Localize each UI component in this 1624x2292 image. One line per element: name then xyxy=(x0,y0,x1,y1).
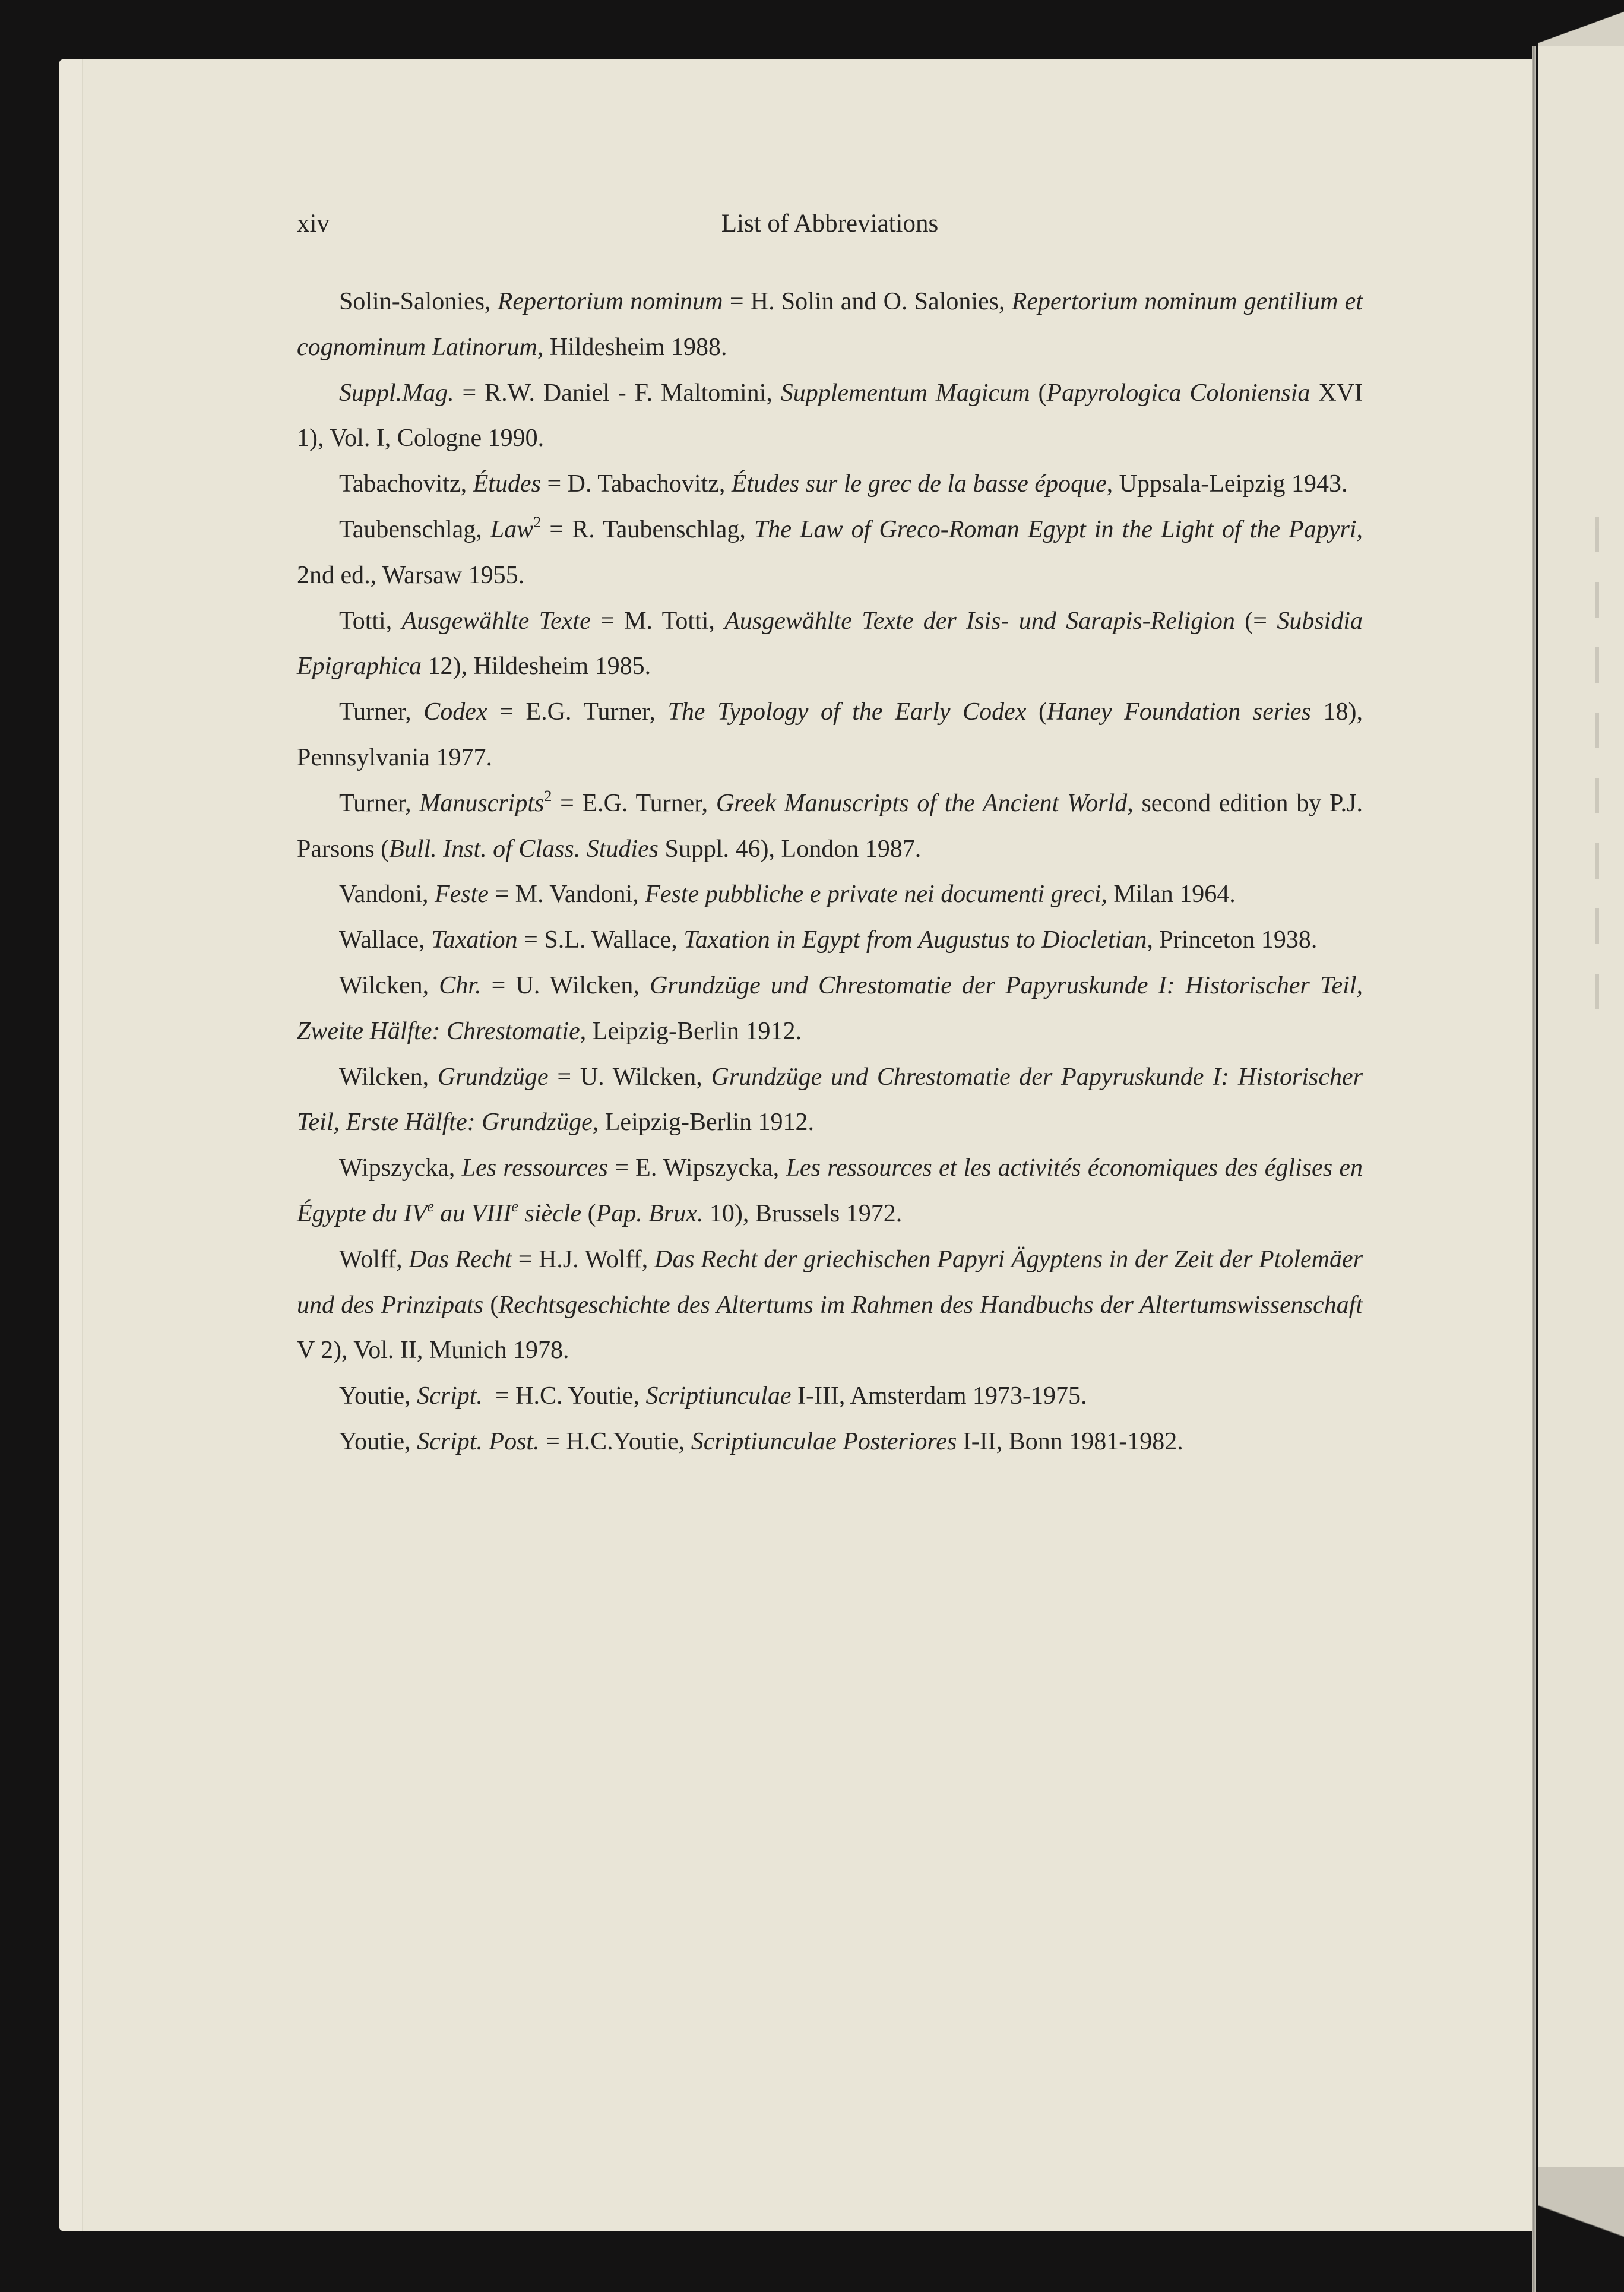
entry-title: Scriptiunculae Posteriores xyxy=(691,1427,957,1455)
entry-author: Wallace, xyxy=(339,926,432,954)
abbreviation-entry xyxy=(297,599,1363,690)
entry-expansion: = R.W. Daniel - F. Maltomini, xyxy=(454,379,781,407)
next-page-fold-top xyxy=(1538,0,1624,46)
entry-title-cont: au VIII xyxy=(433,1199,512,1227)
entry-abbrev: Script. xyxy=(417,1382,483,1410)
entry-abbrev: Feste xyxy=(435,881,489,908)
entry-expansion: = E.G. Turner, xyxy=(552,789,716,817)
entry-abbrev: Taxation xyxy=(431,926,518,954)
entry-author: Youtie, xyxy=(339,1427,417,1455)
entry-title: Grundzüge und Chrestomatie der Papyruskunde I: Historischer Teil, Zweite Hälfte: Chrestomatie xyxy=(297,971,1363,1045)
entry-imprint: , 2nd ed., Warsaw 1955. xyxy=(297,515,1363,589)
entry-expansion: = R. Taubenschlag, xyxy=(541,515,754,543)
entry-expansion: = M. Totti, xyxy=(590,607,725,635)
entry-abbrev: Études xyxy=(473,470,541,498)
next-page-edge xyxy=(1538,46,1624,2167)
entry-title: Repertorium nominum gentilium et cognominum Latinorum xyxy=(297,288,1363,361)
entry-imprint: Suppl. 46), London 1987. xyxy=(659,835,922,863)
abbreviation-entry xyxy=(297,507,1363,599)
entry-author: Wolff, xyxy=(339,1245,409,1273)
entry-author: Wilcken, xyxy=(339,1063,438,1091)
entry-expansion: = D. Tabachovitz, xyxy=(540,470,732,498)
entry-expansion: = H.C.Youtie, xyxy=(539,1427,691,1455)
book-spine-gutter xyxy=(1532,46,1536,2292)
abbreviation-entry xyxy=(297,279,1363,371)
entry-imprint: , Hildesheim 1988. xyxy=(537,333,727,361)
entry-expansion: = H.J. Wolff, xyxy=(512,1245,654,1273)
entry-title: Les ressources et les activités économiques des églises en Égypte du IV xyxy=(297,1154,1363,1227)
entry-expansion: = H. Solin and O. Salonies, xyxy=(723,288,1012,315)
entry-imprint: 10), Brussels 1972. xyxy=(703,1199,903,1227)
abbreviation-entry xyxy=(297,689,1363,781)
entry-abbrev: Grundzüge xyxy=(437,1063,549,1091)
entry-author: Solin-Salonies, xyxy=(339,288,498,315)
entry-punct: , second edition by P.J. Parsons ( xyxy=(297,789,1363,863)
entry-imprint: 12), Hildesheim 1985. xyxy=(421,653,651,680)
entry-abbrev: Law xyxy=(490,515,534,543)
page-number: xiv xyxy=(297,210,330,238)
abbreviation-entry xyxy=(297,1055,1363,1146)
abbreviation-entry xyxy=(297,1145,1363,1237)
entry-imprint: , Leipzig-Berlin 1912. xyxy=(580,1017,802,1045)
entry-imprint: Milan 1964. xyxy=(1107,881,1236,908)
entry-punct: (= xyxy=(1234,607,1277,635)
entry-expansion: = E. Wipszycka, xyxy=(607,1154,786,1182)
entry-expansion: = M. Vandoni, xyxy=(488,881,645,908)
entry-series: Subsidia Epigraphica xyxy=(297,607,1363,680)
entry-author: Totti, xyxy=(339,607,402,635)
entry-imprint: 18), Pennsylvania 1977. xyxy=(297,698,1363,771)
next-page-fold-bottom xyxy=(1538,2167,1624,2292)
entry-series: Pap. Brux. xyxy=(596,1199,704,1227)
page-edge xyxy=(59,59,83,2231)
entry-punct: ( xyxy=(483,1291,499,1319)
entry-title: Das Recht der griechischen Papyri Ägyptens in der Zeit der Ptolemäer und des Prinzipats xyxy=(297,1245,1363,1319)
entry-title: Greek Manuscripts of the Ancient World xyxy=(716,789,1128,817)
abbreviation-entry xyxy=(297,1419,1363,1465)
entry-author: Wilcken, xyxy=(339,971,439,999)
entry-abbrev: Manuscripts xyxy=(419,789,545,817)
entry-author: Tabachovitz, xyxy=(339,470,473,498)
entry-imprint: , Leipzig-Berlin 1912. xyxy=(592,1109,815,1136)
entry-expansion: = E.G. Turner, xyxy=(487,698,668,726)
entry-author: Vandoni, xyxy=(339,881,435,908)
abbreviation-entry xyxy=(297,1237,1363,1373)
entry-title: Ausgewählte Texte der Isis- und Sarapis-Religion xyxy=(724,607,1235,635)
abbreviation-entry xyxy=(297,963,1363,1055)
entry-abbrev: Das Recht xyxy=(409,1245,512,1273)
entry-abbrev: Chr. xyxy=(439,971,482,999)
century-superscript: e xyxy=(427,1197,434,1215)
century-superscript: e xyxy=(511,1197,518,1215)
entry-punct: ( xyxy=(1030,379,1047,407)
entry-title-cont: siècle xyxy=(518,1199,582,1227)
abbreviation-list xyxy=(297,279,1363,1465)
entry-title: Scriptiunculae xyxy=(645,1382,792,1410)
entry-series: Bull. Inst. of Class. Studies xyxy=(389,835,659,863)
entry-imprint: I-III, Amsterdam 1973-1975. xyxy=(791,1382,1087,1410)
entry-imprint: , Princeton 1938. xyxy=(1147,926,1318,954)
entry-imprint: V 2), Vol. II, Munich 1978. xyxy=(297,1337,569,1365)
entry-author: Taubenschlag, xyxy=(339,515,490,543)
entry-title: Taxation in Egypt from Augustus to Diocletian xyxy=(683,926,1147,954)
abbreviation-entry xyxy=(297,371,1363,462)
entry-imprint: I-II, Bonn 1981-1982. xyxy=(957,1427,1183,1455)
edition-superscript: 2 xyxy=(533,513,542,531)
page-header xyxy=(297,209,1363,245)
entry-imprint: , Uppsala-Leipzig 1943. xyxy=(1106,470,1348,498)
show-through-marks xyxy=(1591,487,1603,1556)
entry-punct: ( xyxy=(581,1199,596,1227)
abbreviation-entry xyxy=(297,1373,1363,1419)
entry-abbrev: Ausgewählte Texte xyxy=(401,607,591,635)
entry-series: Haney Foundation series xyxy=(1047,698,1311,726)
running-title: List of Abbreviations xyxy=(721,210,939,238)
entry-series: Papyrologica Coloniensia xyxy=(1046,379,1310,407)
entry-expansion: = H.C. Youtie, xyxy=(482,1382,646,1410)
entry-series: Rechtsgeschichte des Altertums im Rahmen des Handbuchs der Altertumswissenschaft xyxy=(498,1291,1363,1319)
entry-expansion: = U. Wilcken, xyxy=(481,971,650,999)
entry-title: Feste pubbliche e private nei documenti greci, xyxy=(645,881,1107,908)
entry-abbrev: Script. Post. xyxy=(417,1427,540,1455)
entry-author: Youtie, xyxy=(339,1382,417,1410)
entry-abbrev: Repertorium nominum xyxy=(497,288,723,315)
entry-title: The Typology of the Early Codex xyxy=(667,698,1027,726)
entry-punct: ( xyxy=(1026,698,1047,726)
entry-title: Études sur le grec de la basse époque xyxy=(731,470,1107,498)
abbreviation-entry xyxy=(297,461,1363,507)
edition-superscript: 2 xyxy=(544,787,552,805)
abbreviation-entry xyxy=(297,872,1363,917)
entry-abbrev: Suppl.Mag. xyxy=(339,379,454,407)
abbreviation-entry xyxy=(297,917,1363,963)
entry-author: Turner, xyxy=(339,698,424,726)
entry-imprint: XVI 1), Vol. I, Cologne 1990. xyxy=(297,379,1363,452)
abbreviation-entry xyxy=(297,781,1363,872)
entry-author: Turner, xyxy=(339,789,420,817)
entry-title: Supplementum Magicum xyxy=(780,379,1030,407)
entry-abbrev: Les ressources xyxy=(461,1154,608,1182)
entry-abbrev: Codex xyxy=(423,698,487,726)
entry-title: Grundzüge und Chrestomatie der Papyruskunde I: Historischer Teil, Erste Hälfte: Grundzüge xyxy=(297,1063,1363,1136)
entry-author: Wipszycka, xyxy=(339,1154,462,1182)
entry-title: The Law of Greco-Roman Egypt in the Light of the Papyri xyxy=(754,515,1357,543)
entry-expansion: = U. Wilcken, xyxy=(548,1063,711,1091)
entry-expansion: = S.L. Wallace, xyxy=(517,926,684,954)
